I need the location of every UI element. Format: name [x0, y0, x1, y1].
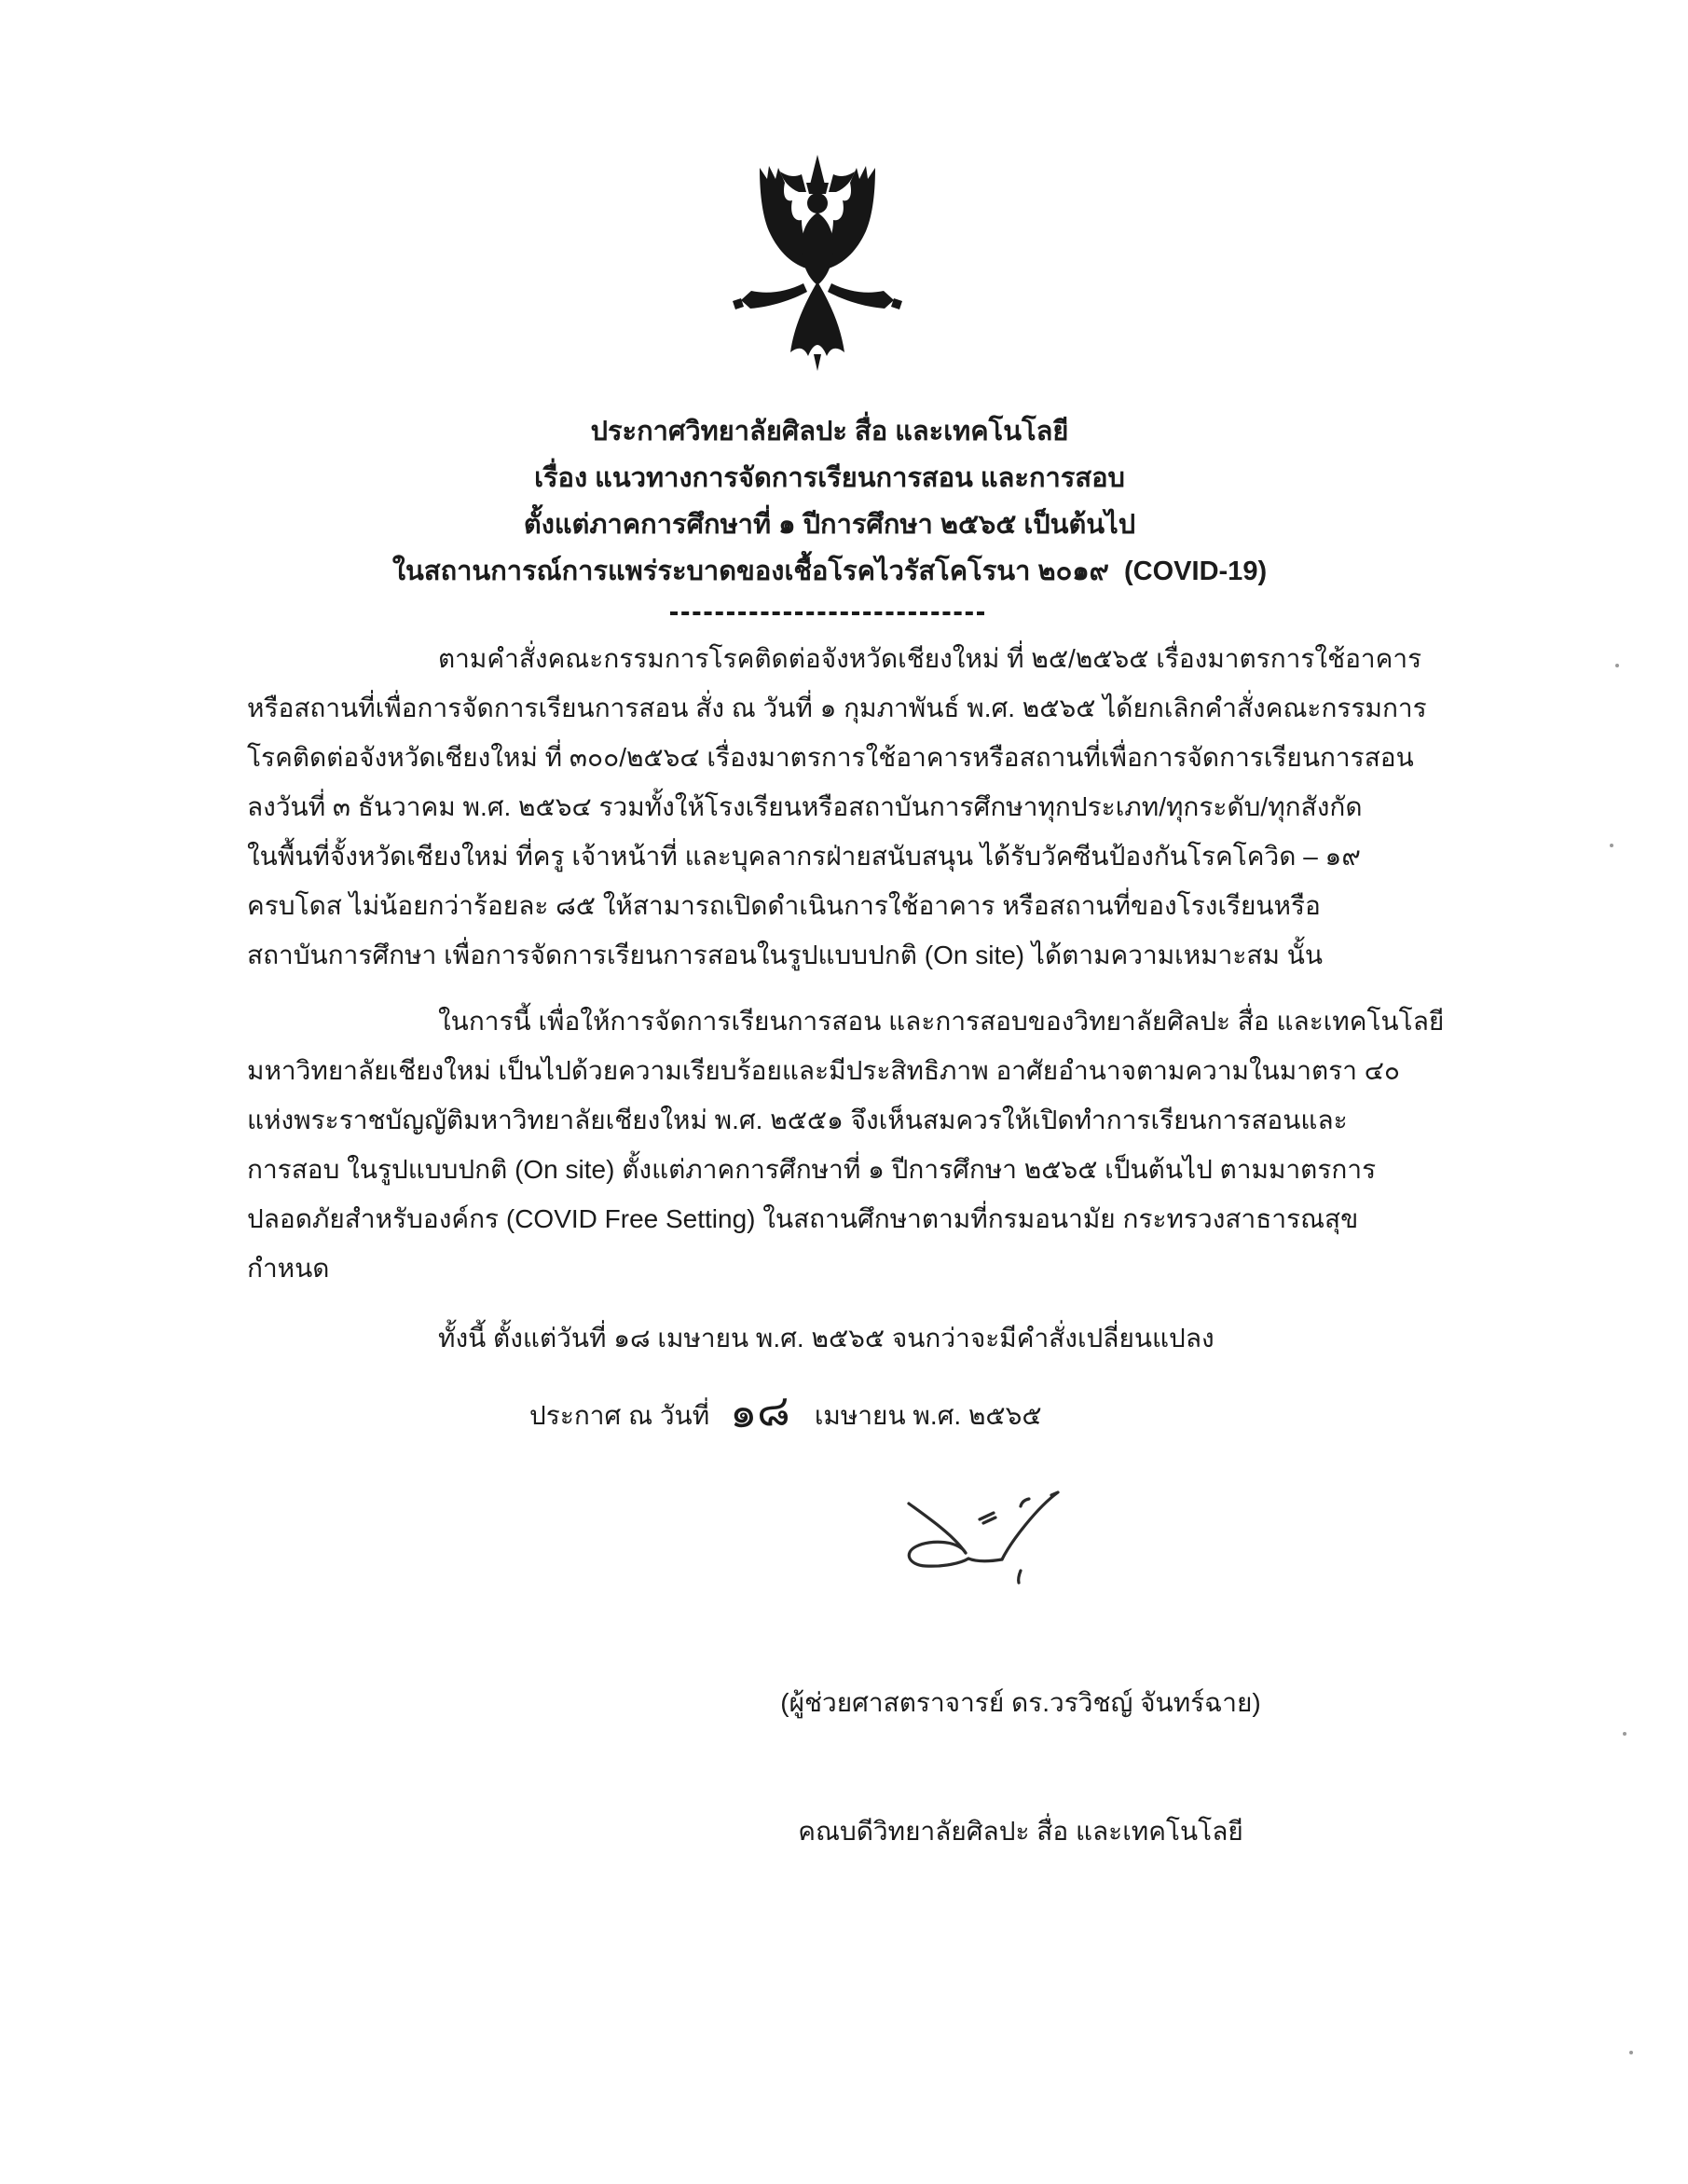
- paragraph-2: [247, 996, 1445, 1293]
- scan-speck: [1610, 844, 1613, 847]
- signature-scribble: [898, 1485, 1070, 1589]
- body-line: ปลอดภัยสำหรับองค์กร (COVID Free Setting) ในสถานศึกษาตามที่กรมอนามัย กระทรวงสาธารณสุข: [247, 1204, 1359, 1233]
- signatory-block: [736, 1596, 1305, 1939]
- garuda-emblem-icon: [724, 149, 911, 380]
- body-line: การสอบ ในรูปแบบปกติ (On site) ตั้งแต่ภาคการศึกษาที่ ๑ ปีการศึกษา ๒๕๖๕ เป็นต้นไป ตามมาตรการ: [247, 1155, 1377, 1184]
- body-line: โรคติดต่อจังหวัดเชียงใหม่ ที่ ๓๐๐/๒๕๖๔ เรื่องมาตรการใช้อาคารหรือสถานที่เพื่อการจัดการเรียนการสอน: [247, 743, 1414, 772]
- signatory-name: (ผู้ช่วยศาสตราจารย์ ดร.วรวิชญ์ จันทร์ฉาย): [780, 1688, 1261, 1717]
- page-title-line-4: ในสถานการณ์การแพร่ระบาดของเชื้อโรคไวรัสโคโรนา ๒๐๑๙ (COVID-19): [391, 556, 1268, 586]
- body-line: กำหนด: [247, 1254, 330, 1283]
- signatory-position: คณบดีวิทยาลัยศิลปะ สื่อ และเทคโนโลยี: [798, 1817, 1243, 1846]
- announcement-suffix: เมษายน พ.ศ. ๒๕๖๕: [814, 1401, 1042, 1430]
- body-line: ลงวันที่ ๓ ธันวาคม พ.ศ. ๒๕๖๔ รวมทั้งให้โรงเรียนหรือสถาบันการศึกษาทุกประเภท/ทุกระดับ/ทุกสังกัด: [247, 792, 1363, 821]
- body-line: หรือสถานที่เพื่อการจัดการเรียนการสอน สั่ง ณ วันที่ ๑ กุมภาพันธ์ พ.ศ. ๒๕๖๕ ได้ยกเลิกคำสั่งคณะกรรมการ: [247, 694, 1427, 722]
- body-line: สถาบันการศึกษา เพื่อการจัดการเรียนการสอนในรูปแบบปกติ (On site) ได้ตามความเหมาะสม นั้น: [247, 941, 1324, 969]
- body-line: ในการนี้ เพื่อให้การจัดการเรียนการสอน และการสอบของวิทยาลัยศิลปะ สื่อ และเทคโนโลยี: [438, 1007, 1445, 1036]
- scan-speck: [1615, 664, 1619, 667]
- scan-speck: [1623, 1732, 1626, 1736]
- page-title-line-3: ตั้งแต่ภาคการศึกษาที่ ๑ ปีการศึกษา ๒๕๖๕ เป็นต้นไป: [523, 510, 1136, 540]
- paragraph-1: [247, 634, 1427, 980]
- scan-speck: [1629, 2051, 1633, 2054]
- announcement-prefix: ประกาศ ณ วันที่: [529, 1401, 710, 1430]
- body-line: ในพื้นที่จั้งหวัดเชียงใหม่ ที่ครู เจ้าหน้าที่ และบุคลากรฝ่ายสนับสนุน ได้รับวัคซีนป้องกันโรคโควิด – ๑๙: [247, 842, 1361, 871]
- header-divider-dashes: [670, 611, 984, 615]
- body-line: ครบโดส ไม่น้อยกว่าร้อยละ ๘๕ ให้สามารถเปิดดำเนินการใช้อาคาร หรือสถานที่ของโรงเรียนหรือ: [247, 891, 1321, 920]
- page-title-line-1: ประกาศวิทยาลัยศิลปะ สื่อ และเทคโนโลยี: [590, 417, 1069, 446]
- announcement-date-line: [529, 1385, 1042, 1447]
- body-line: แห่งพระราชบัญญัติมหาวิทยาลัยเชียงใหม่ พ.ศ. ๒๕๕๑ จึงเห็นสมควรให้เปิดทำการเรียนการสอนและ: [247, 1106, 1348, 1134]
- body-line: มหาวิทยาลัยเชียงใหม่ เป็นไปด้วยความเรียบร้อยและมีประสิทธิภาพ อาศัยอำนาจตามความในมาตรา ๔๐: [247, 1056, 1400, 1085]
- handwritten-day-number: ๑๘: [728, 1385, 791, 1437]
- effective-date-line: ทั้งนี้ ตั้งแต่วันที่ ๑๘ เมษายน พ.ศ. ๒๕๖๕ จนกว่าจะมีคำสั่งเปลี่ยนแปลง: [438, 1324, 1215, 1353]
- document-header: [247, 408, 1412, 595]
- page-title-line-2: เรื่อง แนวทางการจัดการเรียนการสอน และการสอบ: [534, 463, 1125, 493]
- body-line: ตามคำสั่งคณะกรรมการโรคติดต่อจังหวัดเชียงใหม่ ที่ ๒๕/๒๕๖๕ เรื่องมาตรการใช้อาคาร: [438, 644, 1422, 673]
